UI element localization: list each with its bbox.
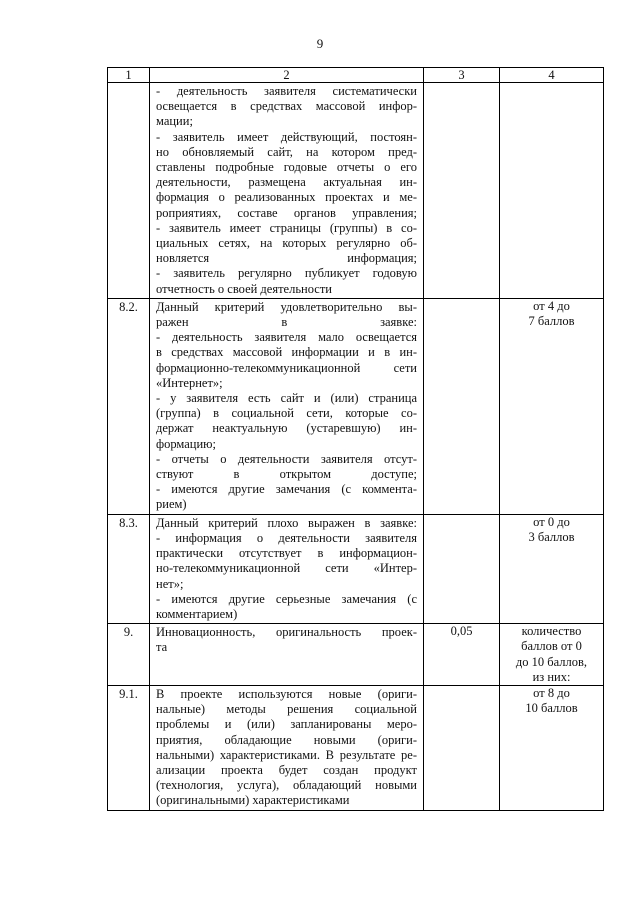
- criterion-number: 9.: [108, 624, 150, 686]
- table-row: [108, 298, 604, 514]
- score-line: 7 баллов: [528, 314, 575, 329]
- score-line: 10 баллов: [525, 701, 578, 716]
- description-line: Данный критерий плохо выражен в заявке:: [156, 515, 417, 530]
- score-line: баллов от 0: [521, 639, 582, 654]
- header-cell: 2: [150, 68, 424, 83]
- description-line: мации;: [156, 114, 193, 129]
- description-line: но-телекоммуникационной сети «Интер-: [156, 561, 417, 576]
- description-line: - отчеты о деятельности заявителя отсут-: [156, 451, 417, 466]
- criterion-description: [150, 83, 424, 299]
- criterion-weight: [424, 685, 500, 810]
- description-line: - имеются другие серьезные замечания (с: [156, 591, 417, 606]
- description-line: Инновационность, оригинальность проек-: [156, 625, 417, 640]
- description-line: освещается в средствах массовой инфор-: [156, 99, 417, 114]
- description-line: нет»;: [156, 576, 184, 591]
- criterion-weight: [424, 83, 500, 299]
- table-row: [108, 624, 604, 686]
- description-line: - заявитель имеет действующий, постоян-: [156, 129, 417, 144]
- score-line: от 4 до: [533, 298, 570, 313]
- description-line: ствуют в открытом доступе;: [156, 467, 417, 482]
- description-line: ализации проекта будет создан продукт: [156, 762, 417, 777]
- description-line: формация о реализованных проектах и ме-: [156, 190, 417, 205]
- description-line: - информация о деятельности заявителя: [156, 530, 417, 545]
- description-line: формационно-телекоммуникационной сети «Интернет»;: [156, 360, 417, 390]
- header-cell: 1: [108, 68, 150, 83]
- score-line: из них:: [532, 669, 571, 684]
- description-line: но обновляемый сайт, на котором пред-: [156, 144, 417, 159]
- criterion-score: [500, 83, 604, 299]
- criteria-table: [107, 67, 604, 811]
- criterion-description: [150, 298, 424, 514]
- description-line: (технология, услуга), обладающий новыми: [156, 778, 417, 793]
- criterion-weight: [424, 298, 500, 514]
- description-line: - заявитель имеет страницы (группы) в со-: [156, 220, 417, 235]
- table-row: [108, 685, 604, 810]
- description-line: ражен в заявке:: [156, 315, 417, 330]
- description-line: рием): [156, 497, 187, 512]
- description-line: нальные) методы решения социальной: [156, 702, 417, 717]
- table-row: [108, 514, 604, 623]
- header-cell: 4: [500, 68, 604, 83]
- score-line: 3 баллов: [528, 529, 575, 544]
- description-line: роприятиях, составе органов управления;: [156, 205, 417, 220]
- description-line: деятельности, размещена актуальная ин-: [156, 175, 417, 190]
- criterion-weight: [424, 514, 500, 623]
- table-header-row: [108, 68, 604, 83]
- criterion-description: [150, 685, 424, 810]
- description-line: приятия, обладающие новыми (ориги-: [156, 732, 417, 747]
- description-line: (оригинальными) характеристиками: [156, 793, 350, 808]
- score-line: от 8 до: [533, 685, 570, 700]
- table-row: [108, 83, 604, 299]
- description-line: новляется информация;: [156, 251, 417, 266]
- criterion-score: [500, 624, 604, 686]
- description-line: практически отсутствует в информацион-: [156, 546, 417, 561]
- description-line: (группа) в социальной сети, которые со-: [156, 406, 417, 421]
- criterion-number: [108, 83, 150, 299]
- description-line: циальных сетях, на которых регулярно об-: [156, 236, 417, 251]
- header-cell: 3: [424, 68, 500, 83]
- criterion-description: [150, 514, 424, 623]
- score-line: до 10 баллов,: [515, 654, 588, 669]
- criterion-score: [500, 514, 604, 623]
- description-line: нальными) характеристиками. В результате ре-: [156, 747, 417, 762]
- description-line: формацию;: [156, 436, 216, 451]
- description-line: - имеются другие замечания (с коммента-: [156, 482, 417, 497]
- description-line: отчетность о своей деятельности: [156, 281, 332, 296]
- description-line: Данный критерий удовлетворительно вы-: [156, 299, 417, 314]
- score-line: от 0 до: [533, 514, 570, 529]
- criterion-weight: 0,05: [424, 624, 500, 686]
- description-line: держат неактуальную (устаревшую) ин-: [156, 421, 417, 436]
- criterion-score: [500, 685, 604, 810]
- description-line: в средствах массовой информации и в ин-: [156, 345, 417, 360]
- page-number: 9: [316, 36, 324, 51]
- criterion-number: 8.3.: [108, 514, 150, 623]
- description-line: - заявитель регулярно публикует годовую: [156, 266, 417, 281]
- description-line: - деятельность заявителя мало освещается: [156, 330, 417, 345]
- description-line: - у заявителя есть сайт и (или) страница: [156, 391, 417, 406]
- criterion-description: [150, 624, 424, 686]
- description-line: - деятельность заявителя систематически: [156, 84, 417, 98]
- criterion-score: [500, 298, 604, 514]
- description-line: та: [156, 640, 168, 655]
- description-line: В проекте используются новые (ориги-: [156, 686, 417, 701]
- criterion-number: 8.2.: [108, 298, 150, 514]
- description-line: комментарием): [156, 606, 238, 621]
- description-line: ставлены подробные годовые отчеты о его: [156, 160, 417, 175]
- criterion-number: 9.1.: [108, 685, 150, 810]
- description-line: проблемы и (или) запланированы меро-: [156, 717, 417, 732]
- score-line: количество: [521, 624, 582, 639]
